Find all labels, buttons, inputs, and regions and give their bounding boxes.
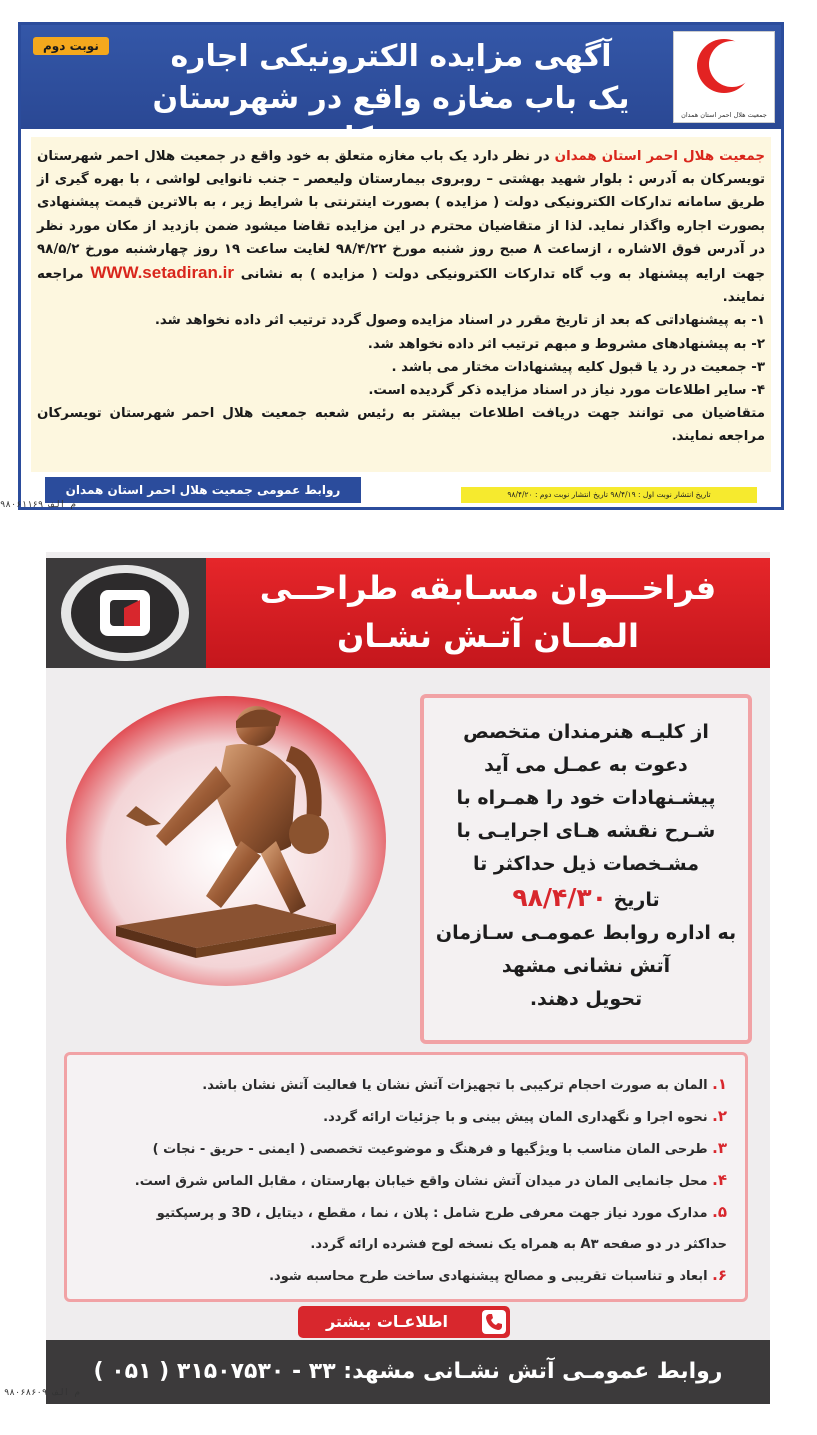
auction-intro xyxy=(37,145,765,309)
more-info-label: اطلاعـات بیشتر xyxy=(325,1312,449,1331)
firefighter-statue-image xyxy=(66,686,386,986)
auction-ad-header xyxy=(21,25,781,129)
requirement-text: نحوه اجرا و نگهداری المان پیش بینی و با جزئیات ارائه گردد. xyxy=(323,1110,713,1125)
website-link[interactable]: WWW.setadiran.ir xyxy=(90,263,234,283)
logo-caption: جمعیت هلال احمر استان همدان xyxy=(681,111,767,119)
requirement-text: محل جانمایی المان در میدان آتش نشان واقع خیابان بهارستان ، مقابل الماس شرق است. xyxy=(134,1174,713,1189)
condition-2: ۲- به پیشنهادهای مشروط و مبهم ترتیب اثر داده نخواهد شد. xyxy=(367,336,765,352)
ad1-code: م الف ۹۸۰۶۱۱۶۹ xyxy=(0,500,76,510)
intro-end: مراجعه نمایند. xyxy=(37,267,765,306)
requirement-item xyxy=(81,1197,727,1229)
auction-ad-body xyxy=(31,137,771,472)
requirement-number: ۲. xyxy=(712,1107,727,1125)
intro-text: در نظر دارد یک باب مغازه متعلق به خود واقع در جمعیت هلال احمر شهرستان تویسرکان به آدرس : بلوار شهید بهشتی – روبروی بیمارستان ولیعصر – جنب نانوایی لواشی ، با بهره گیری از طریق سامانه تدارکات الکترونیکی دولت ( مزایده ) بصورت اینترنتی با شرایط زیر ، به بالاترین قیمت پیشنهادی بصورت اجاره واگذار نماید. لذا از متقاضیان محترم در این مزایده تقاضا میشود ضمن بازدید از مکان مورد نظر در آدرس فوق الاشاره ، ازساعت ۸ صبح روز شنبه مورخ ۹۸/۴/۲۲ لغایت ساعت ۱۹ روز چهارشنبه مورخ ۹۸/۵/۲ جهت ارایه پیشنهاد به وب گاه تدارکات الکترونیکی دولت ( مزایده ) به نشانی xyxy=(37,149,766,283)
requirement-number: ۴. xyxy=(712,1171,727,1189)
invite-line-4: شـرح نقشه هـای اجرایـی با xyxy=(456,820,716,842)
condition-1: ۱- به پیشنهاداتی که بعد از تاریخ مقرر در اسناد مزایده وصول گردد ترتیب اثر داده نخواهد شد. xyxy=(154,313,765,329)
requirement-item xyxy=(81,1069,727,1101)
phone-icon-glyph xyxy=(482,1310,506,1334)
requirement-item xyxy=(81,1260,727,1292)
closing-text: متقاضیان می توانند جهت دریافت اطلاعات بیشتر به رئیس شعبه جمعیت هلال احمر شهرستان تویسرکان مراجعه نمایند. xyxy=(37,406,765,445)
requirement-item xyxy=(81,1101,727,1133)
red-crescent-logo xyxy=(673,31,775,123)
requirement-text: حداکثر در دو صفحه A۳ به همراه یک نسخه لوح فشرده ارائه گردد. xyxy=(310,1237,727,1252)
requirement-item xyxy=(81,1165,727,1197)
requirement-item xyxy=(81,1133,727,1165)
auction-ad xyxy=(18,22,784,510)
requirement-number: ۵. xyxy=(712,1203,727,1221)
fire-dept-logo-panel xyxy=(46,558,206,668)
invite-line-2: دعوت به عمـل می آید xyxy=(484,754,688,776)
requirement-text: ابعاد و تناسبات تقریبی و مصالح پیشنهادی ساخت طرح محاسبه شود. xyxy=(269,1269,713,1284)
invite-line-8: تحویل دهند. xyxy=(529,988,643,1010)
design-contest-ad xyxy=(46,552,770,1404)
auction-ad-title-line2: یک باب مغازه واقع در شهرستان xyxy=(152,81,630,116)
auction-ad-title-line1: آگهی مزایده الکترونیکی اجاره xyxy=(170,39,612,74)
second-publication-badge: نوبت دوم xyxy=(33,37,109,55)
deadline-line xyxy=(424,881,748,917)
fire-department-logo-icon xyxy=(54,560,196,666)
public-relations-label: روابط عمومی جمعیت هلال احمر استان همدان xyxy=(45,477,361,503)
invite-line-7: آتش نشانی مشهد xyxy=(501,955,671,977)
requirement-number: ۶. xyxy=(712,1266,727,1284)
organization-name: جمعیت هلال احمر استان همدان xyxy=(554,149,765,164)
requirement-continuation xyxy=(81,1229,727,1260)
invitation-box xyxy=(420,694,752,1044)
invite-line-1: از کلیـه هنرمندان متخصص xyxy=(463,721,709,743)
invite-line-3: پیشـنهادات خود را همـراه با xyxy=(456,787,716,809)
requirements-list xyxy=(64,1052,748,1302)
contact-footer: روابط عمومـی آتش نشـانی مشهد: ۳۳ - ۳۱۵۰۷۵۳۰ ( ۰۵۱ ) xyxy=(46,1340,770,1404)
red-crescent-icon xyxy=(694,36,754,96)
requirement-text: مدارک مورد نیاز جهت معرفی طرح شامل : پلان ، نما ، مقطع ، دیتایل ، 3D و پرسپکتیو xyxy=(156,1206,713,1221)
condition-4: ۴- سایر اطلاعات مورد نیاز در اسناد مزایده ذکر گردیده است. xyxy=(368,383,765,399)
phone-icon xyxy=(482,1310,506,1334)
requirement-text: طرحی المان مناسب با ویژگیها و فرهنگ و موضوعیت تخصصی ( ایمنی - حریق - نجات ) xyxy=(152,1142,713,1157)
ad2-code: م الف ۹۸۰۶۸۶۰۹ xyxy=(4,1388,80,1398)
condition-3: ۳- جمعیت در رد یا قبول کلیه پیشنهادات مختار می باشد . xyxy=(391,359,765,375)
deadline-label: تاریخ xyxy=(606,889,660,911)
publication-dates: تاریخ انتشار نوبت اول : ۹۸/۴/۱۹ تاریخ انتشار نوبت دوم : ۹۸/۴/۲۰ xyxy=(461,487,757,503)
requirement-text: المان به صورت احجام ترکیبی با تجهیزات آتش نشان یا فعالیت آتش نشان باشد. xyxy=(202,1078,713,1093)
contest-title-line1: فراخـــوان مسـابقه طراحــی xyxy=(259,569,717,607)
deadline-date: ۹۸/۴/۳۰ xyxy=(512,883,607,912)
contest-title-line2: المــان آتـش نشـان xyxy=(337,617,639,655)
invite-line-6: به اداره روابط عمومـی سـازمان xyxy=(435,922,737,944)
invite-line-5: مشـخصات ذیل حداکثر تا xyxy=(473,853,699,875)
requirement-number: ۳. xyxy=(712,1139,727,1157)
more-info-button[interactable] xyxy=(298,1306,510,1338)
requirement-number: ۱. xyxy=(712,1075,727,1093)
